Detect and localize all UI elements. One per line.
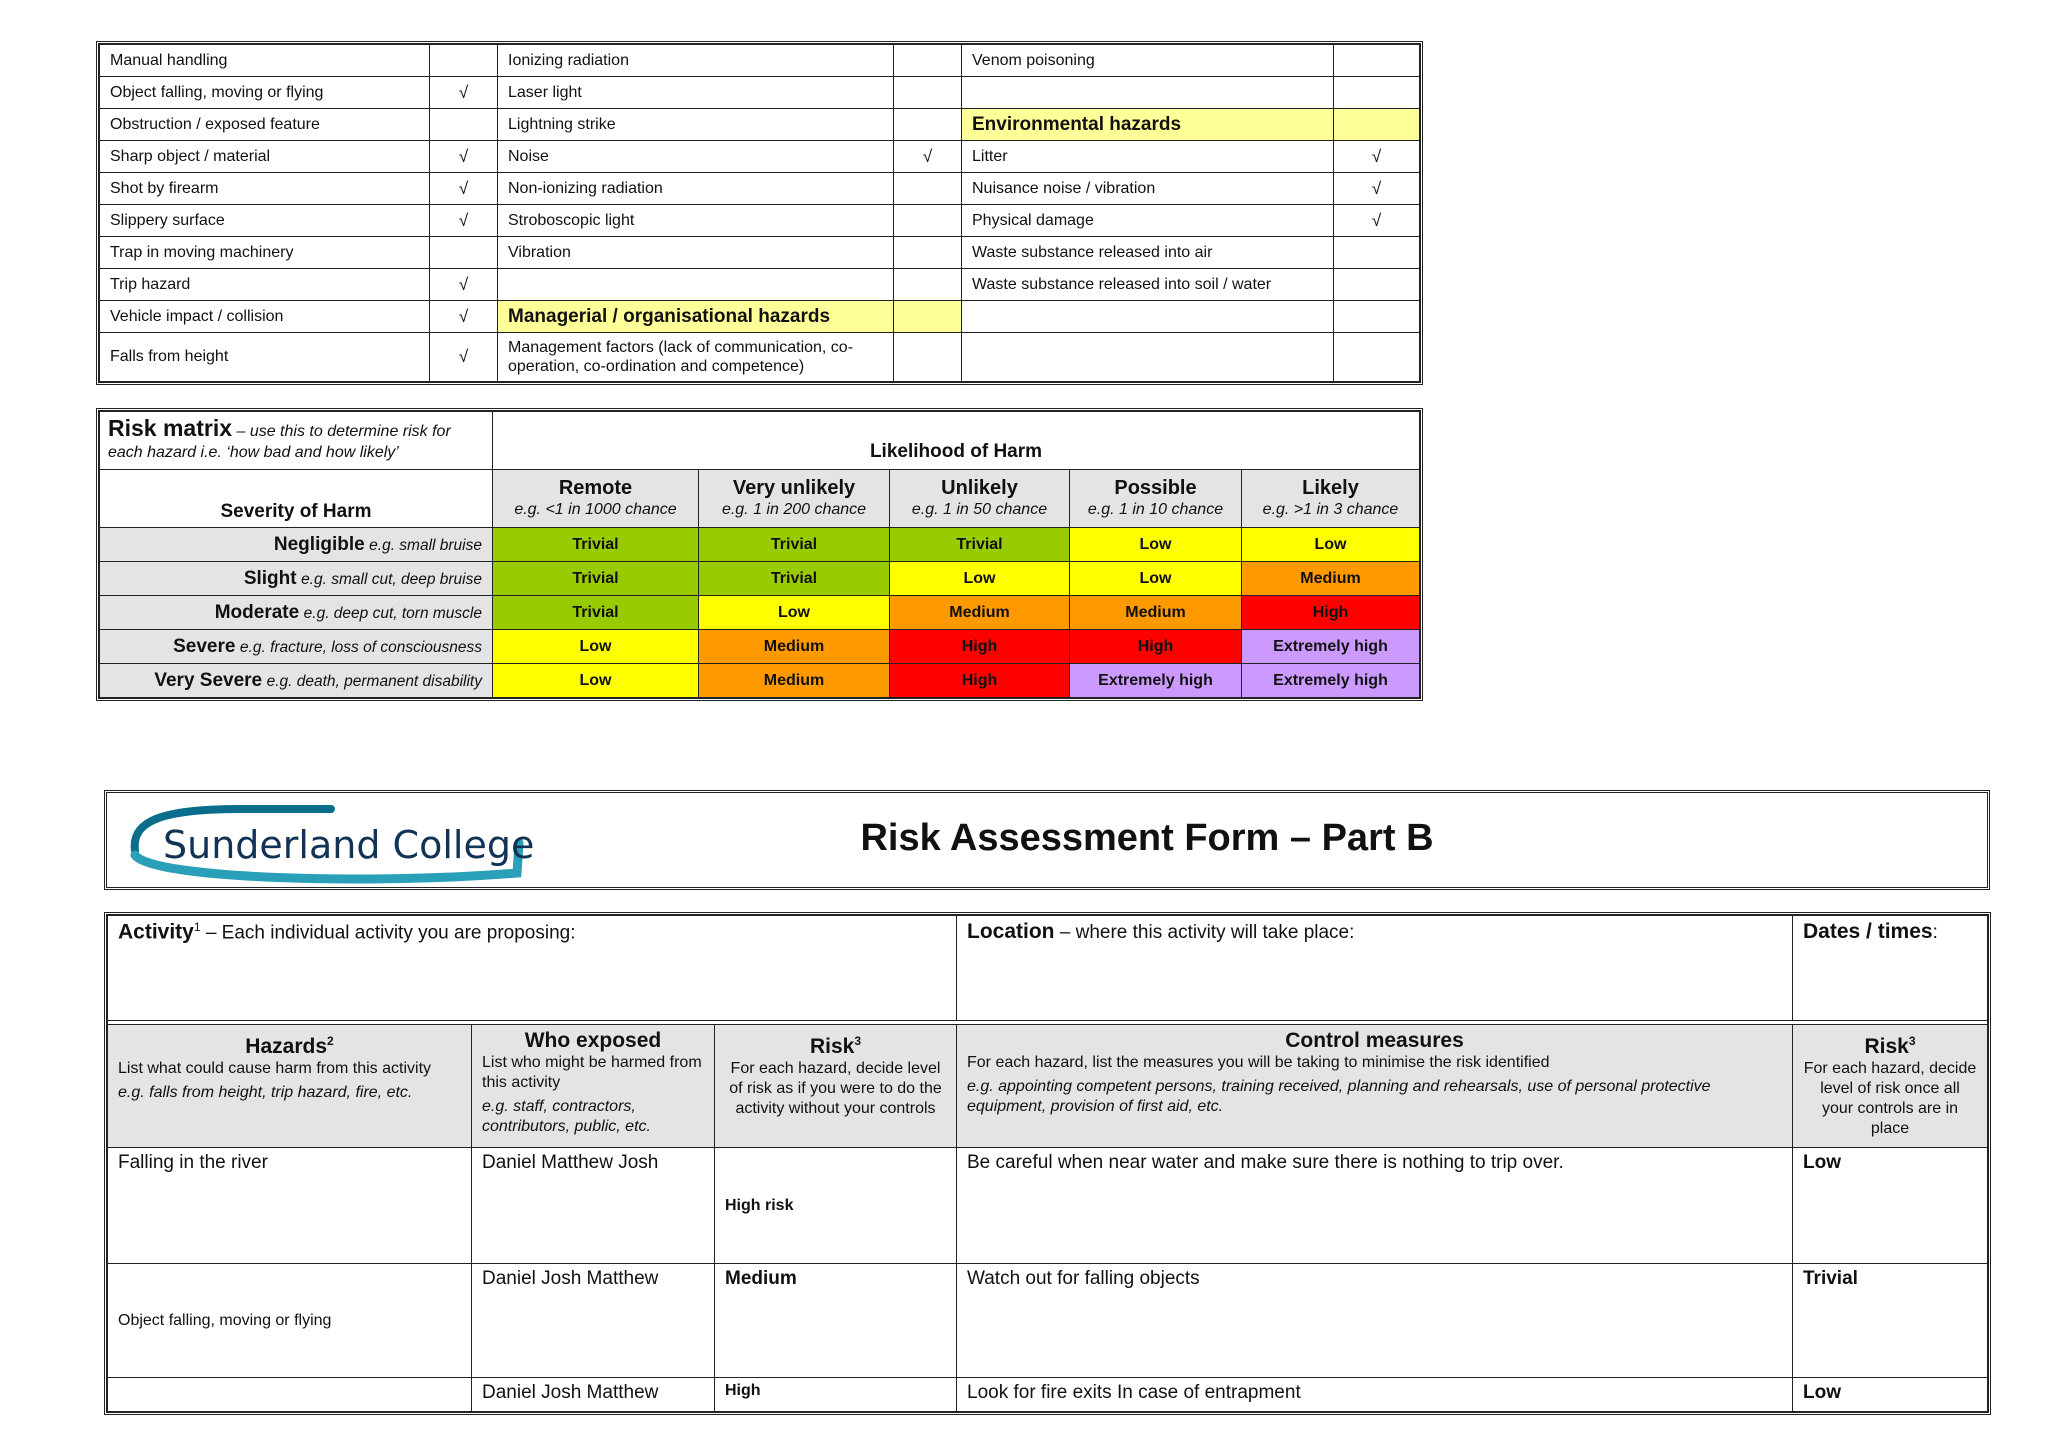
hazard-row [100,109,1420,141]
control-cell[interactable]: Be careful when near water and make sure there is nothing to trip over. [957,1148,1793,1264]
severity-example: e.g. small bruise [369,536,482,554]
hazards-footnote: 2 [327,1034,334,1048]
hazard-check-cell[interactable] [894,205,962,237]
activity-desc: – Each individual activity you are proposing: [200,922,576,944]
risk-level-cell: High [1242,596,1420,630]
hazard-check-cell[interactable]: √ [894,141,962,173]
risk-level-cell: Trivial [493,562,699,596]
control-header [957,1025,1793,1148]
hazard-name-cell: Vehicle impact / collision [100,301,430,333]
hazard-row [100,45,1420,77]
hazard-check-cell[interactable] [1334,45,1420,77]
risk-level-cell: Low [493,664,699,698]
dates-suffix: : [1932,922,1938,943]
hazard-check-cell[interactable]: √ [430,173,498,205]
activity-footnote: 1 [193,920,201,934]
hazards-header [108,1025,472,1148]
part-b-banner [104,790,1990,890]
hazard-check-cell[interactable] [1334,237,1420,269]
risk-after-title: Risk [1864,1035,1909,1058]
hazard-name-cell: Trip hazard [100,269,430,301]
risk-before-cell[interactable]: High [715,1378,957,1412]
likelihood-name: Very unlikely [732,476,856,499]
hazard-check-cell[interactable] [894,301,962,333]
risk-matrix-title: Risk matrix [108,415,233,441]
risk-after-footnote: 3 [1908,1034,1916,1048]
risk-level-cell: Medium [699,630,890,664]
hazard-check-cell[interactable] [894,269,962,301]
hazard-name-cell: Managerial / organisational hazards [498,301,894,333]
control-cell[interactable]: Look for fire exits In case of entrapment [957,1378,1793,1412]
severity-row [100,630,1420,664]
who-header-title: Who exposed [524,1029,662,1052]
location-desc: – where this activity will take place: [1054,922,1355,943]
risk-level-cell: Trivial [890,528,1070,562]
logo-text: Sunderland College [163,823,535,867]
dates-label: Dates / times [1803,920,1933,943]
severity-row-header [100,664,493,698]
hazard-row [100,333,1420,382]
severity-row [100,562,1420,596]
hazard-checklist [96,41,1423,385]
control-header-title: Control measures [1285,1029,1464,1052]
likelihood-name: Likely [1302,476,1359,499]
who-cell[interactable]: Daniel Josh Matthew [472,1378,715,1412]
hazard-check-cell[interactable]: √ [1334,205,1420,237]
severity-row-header [100,630,493,664]
risk-level-cell: Medium [890,596,1070,630]
severity-header: Severity of Harm [100,470,493,528]
hazard-name-cell: Stroboscopic light [498,205,894,237]
risk-level-cell: Extremely high [1070,664,1242,698]
risk-before-cell[interactable]: Medium [715,1264,957,1378]
hazard-check-cell[interactable] [1334,77,1420,109]
hazard-name-cell: Slippery surface [100,205,430,237]
hazard-row [100,301,1420,333]
hazard-name-cell: Vibration [498,237,894,269]
hazard-name-cell: Physical damage [962,205,1334,237]
hazards-header-example: e.g. falls from height, trip hazard, fire, etc. [118,1084,413,1101]
risk-level-cell: Extremely high [1242,630,1420,664]
risk-level-cell: Low [1070,528,1242,562]
hazard-name-cell: Laser light [498,77,894,109]
likelihood-header: Likelihood of Harm [493,412,1420,470]
hazard-check-cell[interactable] [1334,109,1420,141]
risk-after-cell[interactable]: Low [1793,1378,1988,1412]
severity-name: Severe [173,635,236,657]
hazard-name-cell: Litter [962,141,1334,173]
likelihood-column-header [1070,470,1242,528]
who-cell[interactable]: Daniel Matthew Josh [472,1148,715,1264]
likelihood-example: e.g. >1 in 3 chance [1262,500,1399,518]
hazard-name-cell: Manual handling [100,45,430,77]
likelihood-column-header [1242,470,1420,528]
hazard-check-cell[interactable]: √ [1334,141,1420,173]
hazard-name-cell: Shot by firearm [100,173,430,205]
hazard-check-cell[interactable] [894,45,962,77]
risk-level-cell: Medium [699,664,890,698]
hazard-name-cell: Waste substance released into soil / water [962,269,1334,301]
risk-level-cell: Low [493,630,699,664]
risk-before-header [715,1025,957,1148]
who-header-desc: List who might be harmed from this activity [482,1054,702,1091]
likelihood-example: e.g. 1 in 200 chance [721,500,867,518]
severity-row [100,596,1420,630]
hazard-check-cell[interactable] [894,173,962,205]
risk-level-cell: Low [1242,528,1420,562]
hazard-name-cell [962,301,1334,333]
risk-matrix [96,408,1423,701]
activity-field[interactable] [108,916,957,1021]
risk-level-cell: Medium [1070,596,1242,630]
risk-after-header [1793,1025,1988,1148]
hazard-check-cell[interactable] [894,333,962,382]
risk-level-cell: Extremely high [1242,664,1420,698]
hazard-cell[interactable]: Falling in the river [108,1148,472,1264]
risk-assessment-form [104,912,1991,1415]
hazard-check-cell[interactable]: √ [430,333,498,382]
hazard-name-cell: Waste substance released into air [962,237,1334,269]
hazard-name-cell: Non-ionizing radiation [498,173,894,205]
hazard-check-cell[interactable] [430,109,498,141]
hazard-cell[interactable] [108,1378,472,1412]
likelihood-name: Unlikely [941,476,1018,499]
who-header-example: e.g. staff, contractors, contributors, public, etc. [482,1098,651,1135]
location-field[interactable] [957,916,1793,1021]
severity-name: Moderate [214,601,300,623]
likelihood-example: e.g. 1 in 50 chance [911,500,1048,518]
severity-name: Very Severe [154,669,263,691]
severity-example: e.g. deep cut, torn muscle [303,604,482,622]
risk-level-cell: Trivial [493,528,699,562]
hazard-name-cell: Ionizing radiation [498,45,894,77]
activity-label: Activity [118,920,194,944]
likelihood-example: e.g. <1 in 1000 chance [514,500,677,518]
hazard-check-cell[interactable]: √ [430,269,498,301]
risk-level-cell: Medium [1242,562,1420,596]
form-row [108,1264,1988,1378]
hazard-name-cell: Noise [498,141,894,173]
severity-row-header [100,528,493,562]
risk-after-desc: For each hazard, decide level of risk once all your controls are in place [1803,1060,1977,1137]
hazard-check-cell[interactable] [430,237,498,269]
severity-row [100,664,1420,698]
hazard-row [100,205,1420,237]
severity-name: Negligible [273,533,365,555]
hazard-name-cell: Object falling, moving or flying [100,77,430,109]
hazard-table [99,44,1420,382]
risk-level-cell: Trivial [493,596,699,630]
hazard-check-cell[interactable] [894,77,962,109]
hazards-header-title: Hazards [245,1035,327,1058]
hazard-name-cell [962,77,1334,109]
hazard-name-cell: Management factors (lack of communication, co-operation, co-ordination and competence) [498,333,894,382]
risk-before-cell[interactable]: High risk [715,1148,957,1264]
hazard-check-cell[interactable] [430,45,498,77]
risk-level-cell: High [890,630,1070,664]
control-cell[interactable]: Watch out for falling objects [957,1264,1793,1378]
hazard-check-cell[interactable]: √ [430,205,498,237]
risk-assessment-table [107,915,1988,1412]
hazard-name-cell: Lightning strike [498,109,894,141]
form-row [108,1148,1988,1264]
risk-level-cell: High [890,664,1070,698]
hazard-name-cell: Environmental hazards [962,109,1334,141]
control-header-desc: For each hazard, list the measures you will be taking to minimise the risk identified [967,1054,1550,1071]
hazard-cell[interactable]: Object falling, moving or flying [108,1264,472,1378]
who-cell[interactable]: Daniel Josh Matthew [472,1264,715,1378]
likelihood-column-header [699,470,890,528]
risk-level-cell: Low [890,562,1070,596]
risk-level-cell: Low [699,596,890,630]
likelihood-example: e.g. 1 in 10 chance [1087,500,1224,518]
hazard-check-cell[interactable]: √ [430,301,498,333]
severity-row-header [100,596,493,630]
severity-name: Slight [243,567,297,589]
hazard-name-cell: Obstruction / exposed feature [100,109,430,141]
likelihood-name: Possible [1114,476,1197,499]
hazard-row [100,141,1420,173]
risk-before-desc: For each hazard, decide level of risk as if you were to do the activity without your controls [729,1060,942,1117]
location-label: Location [967,920,1055,943]
college-logo [121,803,541,885]
dates-field[interactable] [1793,916,1988,1021]
severity-example: e.g. fracture, loss of consciousness [239,638,482,656]
who-header [472,1025,715,1148]
hazard-check-cell[interactable] [1334,269,1420,301]
hazard-name-cell: Trap in moving machinery [100,237,430,269]
hazard-name-cell [498,269,894,301]
likelihood-column-header [890,470,1070,528]
risk-after-cell[interactable]: Trivial [1793,1264,1988,1378]
hazard-check-cell[interactable] [894,237,962,269]
risk-matrix-subtitle: – use this to determine risk for each hazard i.e. ‘how bad and how likely’ [108,423,451,461]
hazard-row [100,77,1420,109]
likelihood-name: Remote [558,476,633,499]
hazard-check-cell[interactable]: √ [1334,173,1420,205]
hazard-check-cell[interactable]: √ [430,141,498,173]
hazard-name-cell: Venom poisoning [962,45,1334,77]
severity-example: e.g. small cut, deep bruise [301,570,482,588]
risk-level-cell: Trivial [699,562,890,596]
control-header-example: e.g. appointing competent persons, training received, planning and rehearsals, use of personal protective equipment, provision of first aid, etc. [967,1078,1711,1115]
hazard-name-cell [962,333,1334,382]
form-row [108,1378,1988,1412]
risk-before-footnote: 3 [854,1034,862,1048]
risk-matrix-table [99,411,1420,698]
hazard-row [100,237,1420,269]
hazards-header-desc: List what could cause harm from this activity [118,1060,432,1077]
risk-after-cell[interactable]: Low [1793,1148,1988,1264]
hazard-name-cell: Sharp object / material [100,141,430,173]
risk-before-title: Risk [809,1035,855,1058]
form-title: Risk Assessment Form – Part B [860,817,1434,859]
risk-level-cell: Low [1070,562,1242,596]
severity-example: e.g. death, permanent disability [266,672,482,690]
likelihood-column-header [493,470,699,528]
risk-level-cell: High [1070,630,1242,664]
risk-level-cell: Trivial [699,528,890,562]
hazard-name-cell: Nuisance noise / vibration [962,173,1334,205]
hazard-check-cell[interactable] [1334,301,1420,333]
hazard-check-cell[interactable]: √ [430,77,498,109]
hazard-name-cell: Falls from height [100,333,430,382]
severity-row-header [100,562,493,596]
hazard-check-cell[interactable] [1334,333,1420,382]
hazard-check-cell[interactable] [894,109,962,141]
hazard-row [100,173,1420,205]
severity-row [100,528,1420,562]
hazard-row [100,269,1420,301]
risk-matrix-title-cell [100,412,493,470]
